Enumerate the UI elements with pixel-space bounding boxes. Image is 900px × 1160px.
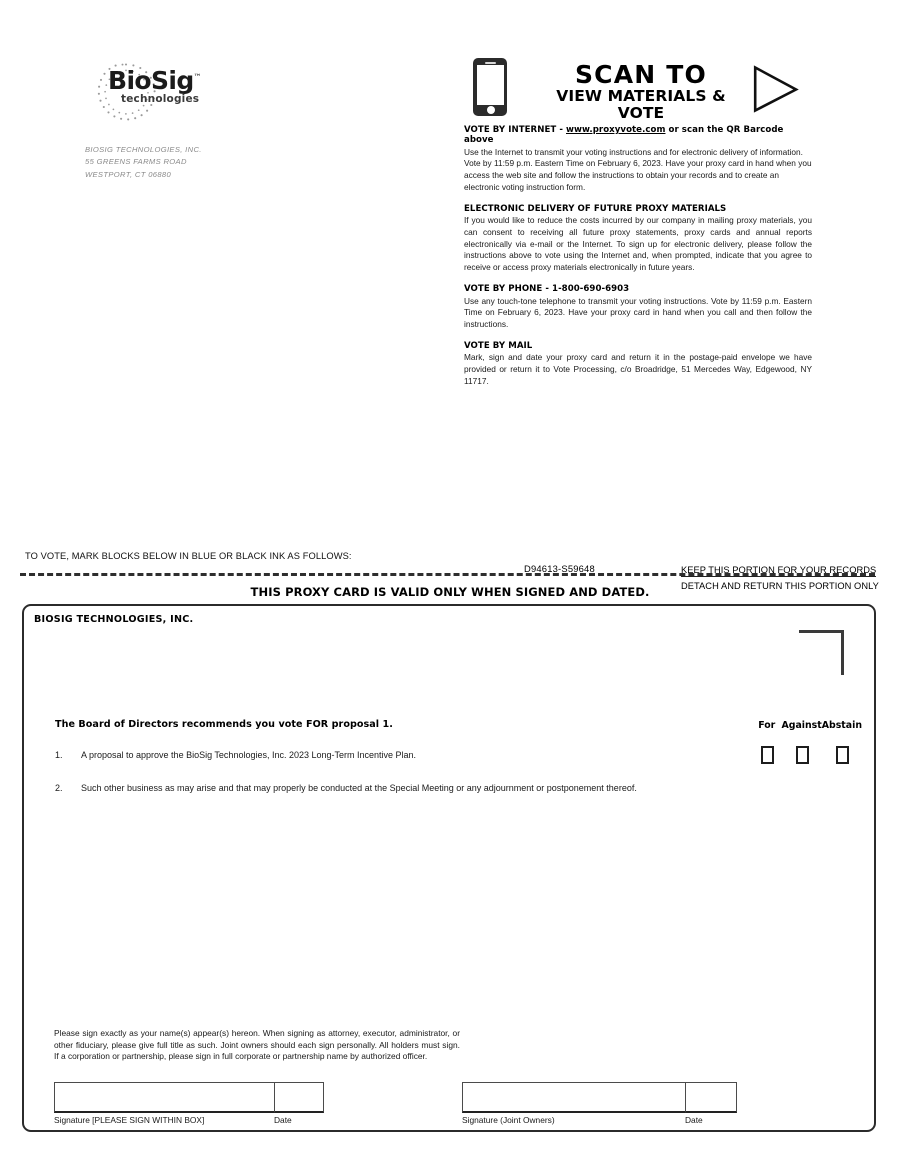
address-line-2: 55 GREENS FARMS ROAD (85, 157, 187, 167)
signature-box-row (462, 1082, 737, 1113)
phone-speaker-slit (485, 62, 496, 64)
instruction-body: Mark, sign and date your proxy card and return it in the postage-paid envelope we have provided or return it to Vote Processing, c/o Broadridge, 51 Mercedes Way, Edgewood, NY 11717. (464, 352, 812, 386)
address-line-3: WESTPORT, CT 06880 (85, 169, 172, 179)
voting-instructions (464, 125, 812, 398)
biosig-logo (85, 62, 245, 124)
instruction-body: If you would like to reduce the costs incurred by our company in mailing proxy materials, you can consent to receiving all future proxy statements, proxy cards and annual reports electronically via e-mail or the Internet. To sign up for electronic delivery, please follow the instructions above to vote using the Internet and, when prompted, indicate that you agree to receive or access proxy materials electronically in future years. (464, 215, 812, 273)
signature-instructions: Please sign exactly as your name(s) appear(s) hereon. When signing as attorney, executor, administrator, or other fiduciary, please give full title as such. Joint owners should each sign personally. All holders must sign. If a corporation or partnership, please sign in full corporate or partnership name by authorized officer. (54, 1028, 460, 1062)
instruction-heading: VOTE BY PHONE - 1-800-690-6903 (464, 284, 630, 295)
vote-cell-against (782, 746, 823, 764)
mark-blocks-note: TO VOTE, MARK BLOCKS BELOW IN BLUE OR BLACK INK AS FOLLOWS: (25, 551, 352, 561)
column-header-against: Against (781, 720, 822, 731)
registration-corner-mark (799, 630, 844, 675)
company-logo-block (85, 62, 325, 181)
logo-sub-text: technologies (121, 93, 200, 105)
date-label-primary: Date (274, 1115, 292, 1125)
proposal-row (55, 750, 735, 762)
checkbox-for-proposal-1[interactable] (761, 746, 774, 764)
instruction-section-electronic-delivery (464, 204, 812, 274)
scan-banner-text (535, 62, 747, 122)
signature-box-row (54, 1082, 324, 1113)
signature-label-primary: Signature [PLEASE SIGN WITHIN BOX] (54, 1115, 205, 1125)
vote-column-headers (752, 720, 862, 731)
date-input-primary[interactable] (274, 1082, 324, 1113)
scan-headline: SCAN TO (574, 60, 708, 89)
date-label-joint: Date (685, 1115, 703, 1125)
phone-screen (477, 65, 504, 105)
scan-subheadline: VIEW MATERIALS & VOTE (556, 87, 726, 123)
instruction-body: Use the Internet to transmit your voting instructions and for electronic delivery of information. Vote by 11:59 p.m. Eastern Time on February 6, 2023. Have your proxy card in hand when you access the web site and follow the instructions to obtain your records and to create an electronic voting instruction form. (464, 146, 812, 192)
instruction-section-mail (464, 341, 812, 388)
heading-suffix: or scan the QR Barcode above (464, 125, 784, 145)
proposal-text: Such other business as may arise and that may properly be conducted at the Special Meeting or any adjournment or postponement thereof. (81, 783, 637, 793)
vote-checkbox-group (752, 746, 862, 764)
proposal-text: A proposal to approve the BioSig Technologies, Inc. 2023 Long-Term Incentive Plan. (81, 750, 417, 760)
column-header-for: For (758, 720, 776, 731)
keep-portion-note: KEEP THIS PORTION FOR YOUR RECORDS (681, 565, 877, 575)
play-triangle-icon (753, 65, 799, 113)
trademark-symbol: ™ (193, 72, 202, 82)
instruction-body: Use any touch-tone telephone to transmit your voting instructions. Vote by 11:59 p.m. Eastern Time on February 6, 2023. Have your proxy card in hand when you call and then follow the instructions. (464, 295, 812, 330)
control-number: D94613-S59648 (524, 563, 595, 574)
logo-wordmark (108, 68, 201, 105)
proxyvote-url-link[interactable]: www.proxyvote.com (566, 125, 666, 135)
signature-input-joint[interactable] (462, 1082, 685, 1113)
signature-label-row (462, 1115, 737, 1125)
instruction-section-internet (464, 125, 812, 194)
signature-input-primary[interactable] (54, 1082, 274, 1113)
signature-label-joint: Signature (Joint Owners) (462, 1115, 555, 1125)
logo-main-text: BioSig™ (108, 66, 202, 95)
proposal-number: 1. (55, 750, 63, 760)
signature-label-row (54, 1115, 324, 1125)
detach-portion-note: DETACH AND RETURN THIS PORTION ONLY (681, 581, 879, 591)
instruction-section-phone (464, 284, 812, 331)
vote-cell-abstain (823, 746, 862, 764)
date-input-joint[interactable] (685, 1082, 737, 1113)
checkbox-abstain-proposal-1[interactable] (836, 746, 849, 764)
proposal-row (55, 783, 735, 795)
instruction-heading: ELECTRONIC DELIVERY OF FUTURE PROXY MATERIALS (464, 203, 727, 214)
phone-home-button (487, 106, 495, 114)
signature-group-joint (462, 1082, 737, 1128)
company-address (85, 144, 325, 181)
board-recommendation: The Board of Directors recommends you vote FOR proposal 1. (55, 719, 393, 730)
heading-prefix: VOTE BY INTERNET - (464, 125, 566, 135)
instruction-heading: VOTE BY MAIL (464, 340, 533, 351)
card-company-name: BIOSIG TECHNOLOGIES, INC. (34, 614, 194, 625)
column-header-abstain: Abstain (821, 720, 862, 731)
signature-group-primary (54, 1082, 324, 1128)
address-line-1: BIOSIG TECHNOLOGIES, INC. (85, 145, 202, 154)
instruction-heading (464, 125, 812, 145)
proxy-card (22, 604, 876, 1132)
checkbox-against-proposal-1[interactable] (796, 746, 809, 764)
proposal-number: 2. (55, 783, 63, 793)
scan-to-vote-banner (463, 58, 815, 123)
vote-cell-for (752, 746, 782, 764)
smartphone-icon (473, 58, 507, 116)
proxy-valid-notice: THIS PROXY CARD IS VALID ONLY WHEN SIGNED AND DATED. (250, 585, 650, 599)
